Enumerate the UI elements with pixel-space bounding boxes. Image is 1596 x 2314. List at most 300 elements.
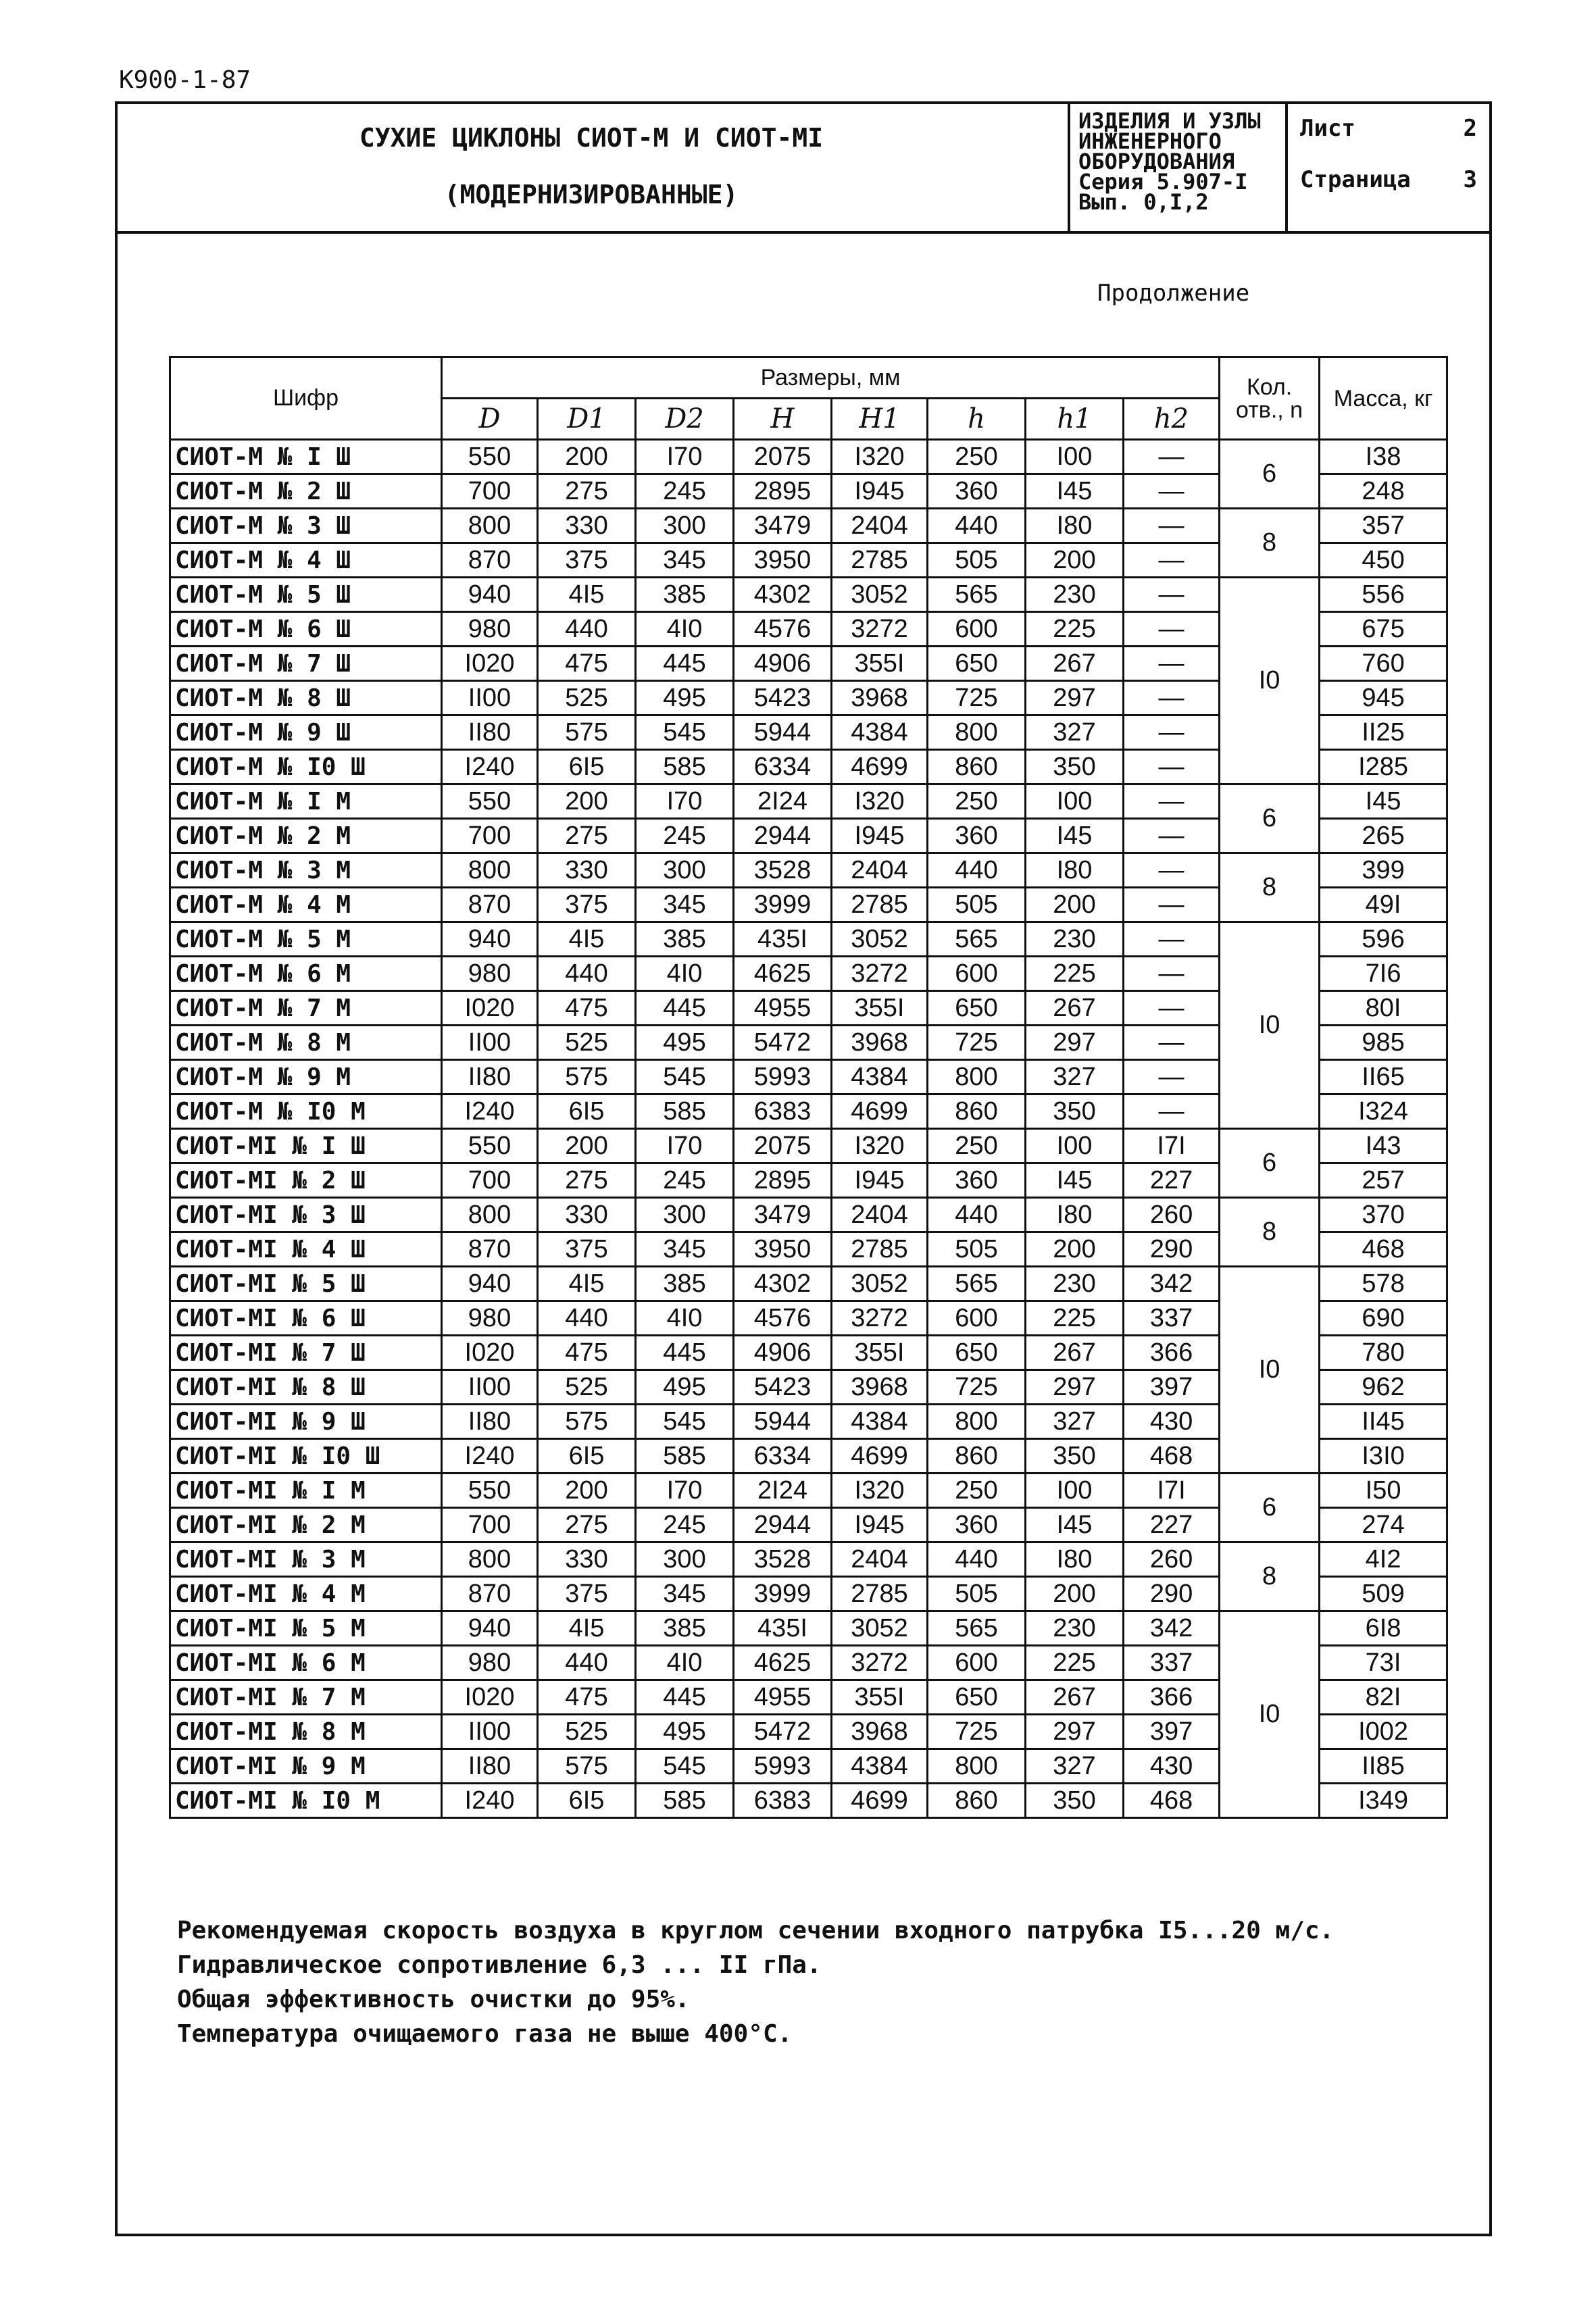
continuation-label: Продолжение [1097, 280, 1250, 307]
cell-dimension: 5944 [734, 715, 832, 750]
cell-dimension: 2944 [734, 1508, 832, 1542]
cell-dimension: 800 [928, 1405, 1026, 1439]
cell-code: СИОТ-МI № 6 Ш [170, 1301, 442, 1336]
cell-dimension: 5944 [734, 1405, 832, 1439]
cell-dimension: I80 [1026, 509, 1124, 543]
cell-dimension: 545 [636, 1749, 734, 1784]
cell-mass: I349 [1320, 1784, 1447, 1818]
cell-dimension: 550 [442, 1474, 538, 1508]
cell-code: СИОТ-МI № 7 Ш [170, 1336, 442, 1370]
header-dim-D2: D2 [636, 399, 734, 440]
cell-code: СИОТ-М № 6 М [170, 957, 442, 991]
cell-dimension: 3052 [832, 578, 928, 612]
cell-dimension: 440 [538, 1301, 636, 1336]
cell-dimension: — [1124, 681, 1220, 715]
cell-dimension: 5423 [734, 681, 832, 715]
cell-dimension: 6I5 [538, 1439, 636, 1474]
cell-dimension: 225 [1026, 957, 1124, 991]
cell-holes: 6 [1220, 784, 1320, 853]
cell-dimension: 4955 [734, 1680, 832, 1715]
cell-dimension: 245 [636, 1163, 734, 1198]
cell-dimension: 3999 [734, 1577, 832, 1611]
cell-code: СИОТ-М № 2 М [170, 819, 442, 853]
cell-holes: 6 [1220, 1129, 1320, 1198]
cell-dimension: 440 [928, 853, 1026, 888]
cell-holes: 6 [1220, 440, 1320, 509]
cell-dimension: 4699 [832, 1439, 928, 1474]
cell-dimension: 505 [928, 888, 1026, 922]
cell-dimension: 385 [636, 1267, 734, 1301]
header-mass: Масса, кг [1320, 357, 1447, 440]
cell-dimension: 6334 [734, 1439, 832, 1474]
cell-dimension: 297 [1026, 1026, 1124, 1060]
table-row [170, 440, 1447, 474]
header-dim-h: h [928, 399, 1026, 440]
series-line: Вып. 0,I,2 [1078, 189, 1209, 215]
cell-dimension: 2I24 [734, 1474, 832, 1508]
cell-dimension: 3479 [734, 1198, 832, 1232]
cell-dimension: I240 [442, 750, 538, 784]
cell-dimension: 250 [928, 1474, 1026, 1508]
cell-dimension: 200 [538, 440, 636, 474]
header-holes: Кол. отв., n [1220, 357, 1320, 440]
cell-dimension: 440 [538, 1646, 636, 1680]
cell-dimension: 200 [538, 1129, 636, 1163]
cell-dimension: 565 [928, 578, 1026, 612]
cell-dimension: 725 [928, 681, 1026, 715]
table-row [170, 1267, 1447, 1301]
cell-dimension: 585 [636, 750, 734, 784]
cell-dimension: 355I [832, 647, 928, 681]
cell-mass: 468 [1320, 1232, 1447, 1267]
cell-dimension: 230 [1026, 1267, 1124, 1301]
cell-dimension: 275 [538, 1163, 636, 1198]
cell-dimension: 2785 [832, 1232, 928, 1267]
cell-dimension: 227 [1124, 1163, 1220, 1198]
cell-dimension: 525 [538, 1026, 636, 1060]
cell-code: СИОТ-М № 2 Ш [170, 474, 442, 509]
cell-dimension: 345 [636, 888, 734, 922]
cell-dimension: I45 [1026, 474, 1124, 509]
cell-dimension: I240 [442, 1095, 538, 1129]
cell-dimension: 5993 [734, 1749, 832, 1784]
note-line: Гидравлическое сопротивление 6,3 ... II гПа. [177, 1951, 822, 1979]
cell-dimension: 505 [928, 1232, 1026, 1267]
cell-holes: I0 [1220, 578, 1320, 784]
cell-dimension: 430 [1124, 1405, 1220, 1439]
cell-dimension: 4I0 [636, 1301, 734, 1336]
cell-dimension: I945 [832, 819, 928, 853]
header-code: Шифр [170, 357, 442, 440]
cell-dimension: 435I [734, 922, 832, 957]
cell-dimension: 290 [1124, 1577, 1220, 1611]
cell-dimension: 3528 [734, 1542, 832, 1577]
cell-dimension: 700 [442, 1508, 538, 1542]
cell-code: СИОТ-М № 4 М [170, 888, 442, 922]
cell-dimension: I320 [832, 440, 928, 474]
cell-mass: 509 [1320, 1577, 1447, 1611]
cell-dimension: I7I [1124, 1129, 1220, 1163]
cell-dimension: 267 [1026, 1336, 1124, 1370]
cell-dimension: 275 [538, 1508, 636, 1542]
cell-mass: 6I8 [1320, 1611, 1447, 1646]
cell-dimension: 245 [636, 1508, 734, 1542]
cell-dimension: 327 [1026, 715, 1124, 750]
cell-dimension: 366 [1124, 1336, 1220, 1370]
cell-dimension: 297 [1026, 1370, 1124, 1405]
cell-dimension: 3272 [832, 612, 928, 647]
cell-dimension: 2785 [832, 888, 928, 922]
cell-mass: 399 [1320, 853, 1447, 888]
cell-dimension: 360 [928, 1508, 1026, 1542]
cell-dimension: — [1124, 543, 1220, 578]
cell-dimension: 575 [538, 1060, 636, 1095]
notes-block [177, 1913, 1334, 2051]
sheet-label: Лист [1300, 115, 1355, 142]
cell-dimension: 800 [928, 715, 1026, 750]
cell-dimension: 800 [442, 509, 538, 543]
cell-dimension: I945 [832, 1508, 928, 1542]
cell-dimension: — [1124, 578, 1220, 612]
cell-dimension: 860 [928, 1439, 1026, 1474]
cell-dimension: 585 [636, 1439, 734, 1474]
cell-mass: 49I [1320, 888, 1447, 922]
cell-dimension: 4384 [832, 715, 928, 750]
cell-holes: 8 [1220, 509, 1320, 578]
cell-dimension: I320 [832, 1474, 928, 1508]
header-dim-D: D [442, 399, 538, 440]
cell-dimension: 430 [1124, 1749, 1220, 1784]
cell-dimension: 3528 [734, 853, 832, 888]
cell-dimension: 800 [442, 1198, 538, 1232]
cell-code: СИОТ-М № 9 Ш [170, 715, 442, 750]
table-row [170, 922, 1447, 957]
cell-dimension: 468 [1124, 1784, 1220, 1818]
cell-dimension: 290 [1124, 1232, 1220, 1267]
cell-mass: 257 [1320, 1163, 1447, 1198]
cell-code: СИОТ-МI № 6 М [170, 1646, 442, 1680]
cell-mass: 962 [1320, 1370, 1447, 1405]
cell-dimension: 545 [636, 1405, 734, 1439]
cell-dimension: 2I24 [734, 784, 832, 819]
cell-code: СИОТ-МI № 9 М [170, 1749, 442, 1784]
cell-holes: 6 [1220, 1474, 1320, 1542]
table-row [170, 578, 1447, 612]
cell-dimension: 3052 [832, 1611, 928, 1646]
cell-dimension: 495 [636, 1370, 734, 1405]
title-main-cell [115, 101, 1070, 231]
cell-dimension: 860 [928, 1784, 1026, 1818]
cell-dimension: I945 [832, 474, 928, 509]
cell-holes: I0 [1220, 1267, 1320, 1474]
cell-dimension: — [1124, 888, 1220, 922]
cell-code: СИОТ-М № 7 Ш [170, 647, 442, 681]
cell-dimension: 650 [928, 1680, 1026, 1715]
cell-dimension: 2075 [734, 1129, 832, 1163]
document-title: СУХИЕ ЦИКЛОНЫ СИОТ-М И СИОТ-МI [359, 123, 824, 153]
cell-dimension: II80 [442, 715, 538, 750]
cell-dimension: — [1124, 612, 1220, 647]
table-row [170, 784, 1447, 819]
cell-dimension: 300 [636, 509, 734, 543]
cell-mass: I45 [1320, 784, 1447, 819]
cell-dimension: 440 [538, 957, 636, 991]
cell-dimension: 600 [928, 957, 1026, 991]
cell-dimension: I45 [1026, 1163, 1124, 1198]
cell-dimension: 3052 [832, 1267, 928, 1301]
cell-dimension: — [1124, 474, 1220, 509]
table-body [170, 440, 1447, 1818]
cell-dimension: 4576 [734, 1301, 832, 1336]
table-row [170, 1611, 1447, 1646]
header-dim-H: H [734, 399, 832, 440]
cell-dimension: — [1124, 1095, 1220, 1129]
cell-dimension: 525 [538, 1715, 636, 1749]
cell-dimension: 3272 [832, 1646, 928, 1680]
cell-dimension: 200 [1026, 888, 1124, 922]
cell-dimension: 475 [538, 991, 636, 1026]
cell-dimension: 3052 [832, 922, 928, 957]
cell-dimension: 725 [928, 1370, 1026, 1405]
cell-dimension: 397 [1124, 1715, 1220, 1749]
cell-dimension: 250 [928, 440, 1026, 474]
cell-dimension: 600 [928, 1646, 1026, 1680]
cell-mass: 7I6 [1320, 957, 1447, 991]
cell-dimension: 5472 [734, 1026, 832, 1060]
cell-dimension: I70 [636, 1129, 734, 1163]
cell-mass: 985 [1320, 1026, 1447, 1060]
cell-dimension: 6I5 [538, 1095, 636, 1129]
cell-mass: 274 [1320, 1508, 1447, 1542]
cell-dimension: II80 [442, 1060, 538, 1095]
cell-dimension: 355I [832, 1336, 928, 1370]
cell-mass: 80I [1320, 991, 1447, 1026]
cell-dimension: — [1124, 750, 1220, 784]
cell-dimension: II00 [442, 1370, 538, 1405]
cell-dimension: 4384 [832, 1060, 928, 1095]
cell-code: СИОТ-МI № 2 Ш [170, 1163, 442, 1198]
header-dim-h1: h1 [1026, 399, 1124, 440]
cell-dimension: 940 [442, 922, 538, 957]
cell-code: СИОТ-МI № I0 Ш [170, 1439, 442, 1474]
cell-mass: II85 [1320, 1749, 1447, 1784]
cell-dimension: 800 [928, 1060, 1026, 1095]
cell-dimension: 495 [636, 681, 734, 715]
cell-dimension: 342 [1124, 1267, 1220, 1301]
cell-mass: II65 [1320, 1060, 1447, 1095]
cell-mass: 248 [1320, 474, 1447, 509]
note-line: Температура очищаемого газа не выше 400°С. [177, 2020, 793, 2048]
table-row [170, 1129, 1447, 1163]
cell-mass: 596 [1320, 922, 1447, 957]
cell-mass: 4I2 [1320, 1542, 1447, 1577]
cell-dimension: 360 [928, 474, 1026, 509]
cell-dimension: 330 [538, 1198, 636, 1232]
cell-code: СИОТ-М № 5 Ш [170, 578, 442, 612]
series-line: ИЗДЕЛИЯ И УЗЛЫ [1078, 108, 1261, 134]
cell-code: СИОТ-М № I0 М [170, 1095, 442, 1129]
cell-dimension: 345 [636, 1232, 734, 1267]
cell-code: СИОТ-МI № I М [170, 1474, 442, 1508]
cell-dimension: 267 [1026, 647, 1124, 681]
cell-dimension: I45 [1026, 819, 1124, 853]
cell-dimension: I00 [1026, 440, 1124, 474]
cell-dimension: 297 [1026, 1715, 1124, 1749]
cell-dimension: 980 [442, 1646, 538, 1680]
cell-dimension: 6383 [734, 1095, 832, 1129]
cell-dimension: I020 [442, 1680, 538, 1715]
cell-mass: 675 [1320, 612, 1447, 647]
cell-dimension: 505 [928, 1577, 1026, 1611]
cell-dimension: 4I0 [636, 612, 734, 647]
cell-dimension: 800 [442, 853, 538, 888]
cell-dimension: 2404 [832, 1542, 928, 1577]
cell-dimension: 330 [538, 509, 636, 543]
cell-code: СИОТ-МI № 4 М [170, 1577, 442, 1611]
note-line: Общая эффективность очистки до 95%. [177, 1986, 690, 2013]
cell-dimension: 940 [442, 578, 538, 612]
cell-dimension: 345 [636, 543, 734, 578]
cell-dimension: 550 [442, 784, 538, 819]
cell-dimension: 4576 [734, 612, 832, 647]
cell-code: СИОТ-МI № 8 М [170, 1715, 442, 1749]
title-block [115, 101, 1492, 234]
cell-dimension: 475 [538, 647, 636, 681]
cell-mass: I285 [1320, 750, 1447, 784]
cell-dimension: — [1124, 957, 1220, 991]
cell-dimension: 6I5 [538, 1784, 636, 1818]
table-row [170, 509, 1447, 543]
cell-dimension: 870 [442, 543, 538, 578]
cell-dimension: 445 [636, 991, 734, 1026]
cell-dimension: — [1124, 922, 1220, 957]
cell-dimension: 440 [928, 509, 1026, 543]
cell-dimension: 4302 [734, 578, 832, 612]
cell-dimension: 337 [1124, 1301, 1220, 1336]
document-subtitle: (МОДЕРНИЗИРОВАННЫЕ) [444, 180, 739, 209]
cell-dimension: I00 [1026, 784, 1124, 819]
header-sizes: Размеры, мм [442, 357, 1220, 399]
cell-mass: 450 [1320, 543, 1447, 578]
cell-dimension: 385 [636, 1611, 734, 1646]
cell-dimension: 225 [1026, 1301, 1124, 1336]
table-row [170, 1198, 1447, 1232]
cell-dimension: 330 [538, 853, 636, 888]
cell-code: СИОТ-М № 5 М [170, 922, 442, 957]
cell-mass: I43 [1320, 1129, 1447, 1163]
cell-dimension: 4302 [734, 1267, 832, 1301]
cell-dimension: I70 [636, 1474, 734, 1508]
cell-code: СИОТ-МI № I0 М [170, 1784, 442, 1818]
cell-dimension: I320 [832, 1129, 928, 1163]
cell-dimension: 435I [734, 1611, 832, 1646]
cell-dimension: 2404 [832, 509, 928, 543]
cell-dimension: — [1124, 853, 1220, 888]
cell-dimension: I7I [1124, 1474, 1220, 1508]
cell-dimension: 440 [928, 1198, 1026, 1232]
cell-dimension: II80 [442, 1405, 538, 1439]
cell-dimension: I00 [1026, 1474, 1124, 1508]
cell-dimension: 575 [538, 1749, 636, 1784]
cell-mass: 945 [1320, 681, 1447, 715]
cell-holes: I0 [1220, 922, 1320, 1129]
cell-dimension: 2785 [832, 1577, 928, 1611]
cell-dimension: 468 [1124, 1439, 1220, 1474]
dimensions-table [169, 356, 1448, 1819]
cell-holes: 8 [1220, 853, 1320, 922]
cell-dimension: 360 [928, 1163, 1026, 1198]
cell-dimension: 980 [442, 1301, 538, 1336]
cell-dimension: 267 [1026, 1680, 1124, 1715]
cell-code: СИОТ-МI № 7 М [170, 1680, 442, 1715]
cell-dimension: 980 [442, 957, 538, 991]
cell-dimension: 275 [538, 474, 636, 509]
cell-dimension: 350 [1026, 750, 1124, 784]
cell-dimension: 525 [538, 681, 636, 715]
cell-dimension: 4699 [832, 1784, 928, 1818]
cell-code: СИОТ-М № 3 М [170, 853, 442, 888]
cell-code: СИОТ-М № I М [170, 784, 442, 819]
series-cell [1070, 101, 1288, 231]
cell-dimension: II00 [442, 681, 538, 715]
cell-dimension: 350 [1026, 1439, 1124, 1474]
cell-mass: I002 [1320, 1715, 1447, 1749]
cell-dimension: 366 [1124, 1680, 1220, 1715]
cell-dimension: 700 [442, 474, 538, 509]
cell-dimension: 445 [636, 647, 734, 681]
cell-code: СИОТ-МI № 4 Ш [170, 1232, 442, 1267]
cell-dimension: 545 [636, 1060, 734, 1095]
cell-dimension: 355I [832, 1680, 928, 1715]
cell-dimension: 267 [1026, 991, 1124, 1026]
cell-dimension: 575 [538, 715, 636, 750]
cell-dimension: 4I5 [538, 922, 636, 957]
cell-mass: 82I [1320, 1680, 1447, 1715]
cell-dimension: I70 [636, 784, 734, 819]
cell-dimension: 600 [928, 1301, 1026, 1336]
cell-dimension: 3968 [832, 1715, 928, 1749]
cell-dimension: I020 [442, 647, 538, 681]
cell-dimension: 345 [636, 1577, 734, 1611]
series-line: Серия 5.907-I [1078, 169, 1248, 195]
cell-dimension: 565 [928, 1267, 1026, 1301]
cell-dimension: 327 [1026, 1749, 1124, 1784]
cell-dimension: I240 [442, 1784, 538, 1818]
cell-code: СИОТ-МI № 8 Ш [170, 1370, 442, 1405]
cell-dimension: 445 [636, 1680, 734, 1715]
cell-dimension: 3272 [832, 957, 928, 991]
cell-mass: 73I [1320, 1646, 1447, 1680]
cell-dimension: 545 [636, 715, 734, 750]
cell-dimension: 260 [1124, 1198, 1220, 1232]
cell-dimension: 860 [928, 750, 1026, 784]
cell-dimension: 4I0 [636, 957, 734, 991]
cell-dimension: II80 [442, 1749, 538, 1784]
cell-mass: II25 [1320, 715, 1447, 750]
cell-dimension: 297 [1026, 681, 1124, 715]
cell-dimension: 650 [928, 1336, 1026, 1370]
document-code: К900-1-87 [119, 66, 251, 94]
cell-dimension: 250 [928, 1129, 1026, 1163]
cell-dimension: 725 [928, 1026, 1026, 1060]
cell-dimension: 245 [636, 819, 734, 853]
cell-dimension: 4I5 [538, 1267, 636, 1301]
cell-dimension: 342 [1124, 1611, 1220, 1646]
cell-holes: 8 [1220, 1198, 1320, 1267]
cell-code: СИОТ-М № 3 Ш [170, 509, 442, 543]
cell-dimension: 300 [636, 1198, 734, 1232]
cell-mass: I3I0 [1320, 1439, 1447, 1474]
